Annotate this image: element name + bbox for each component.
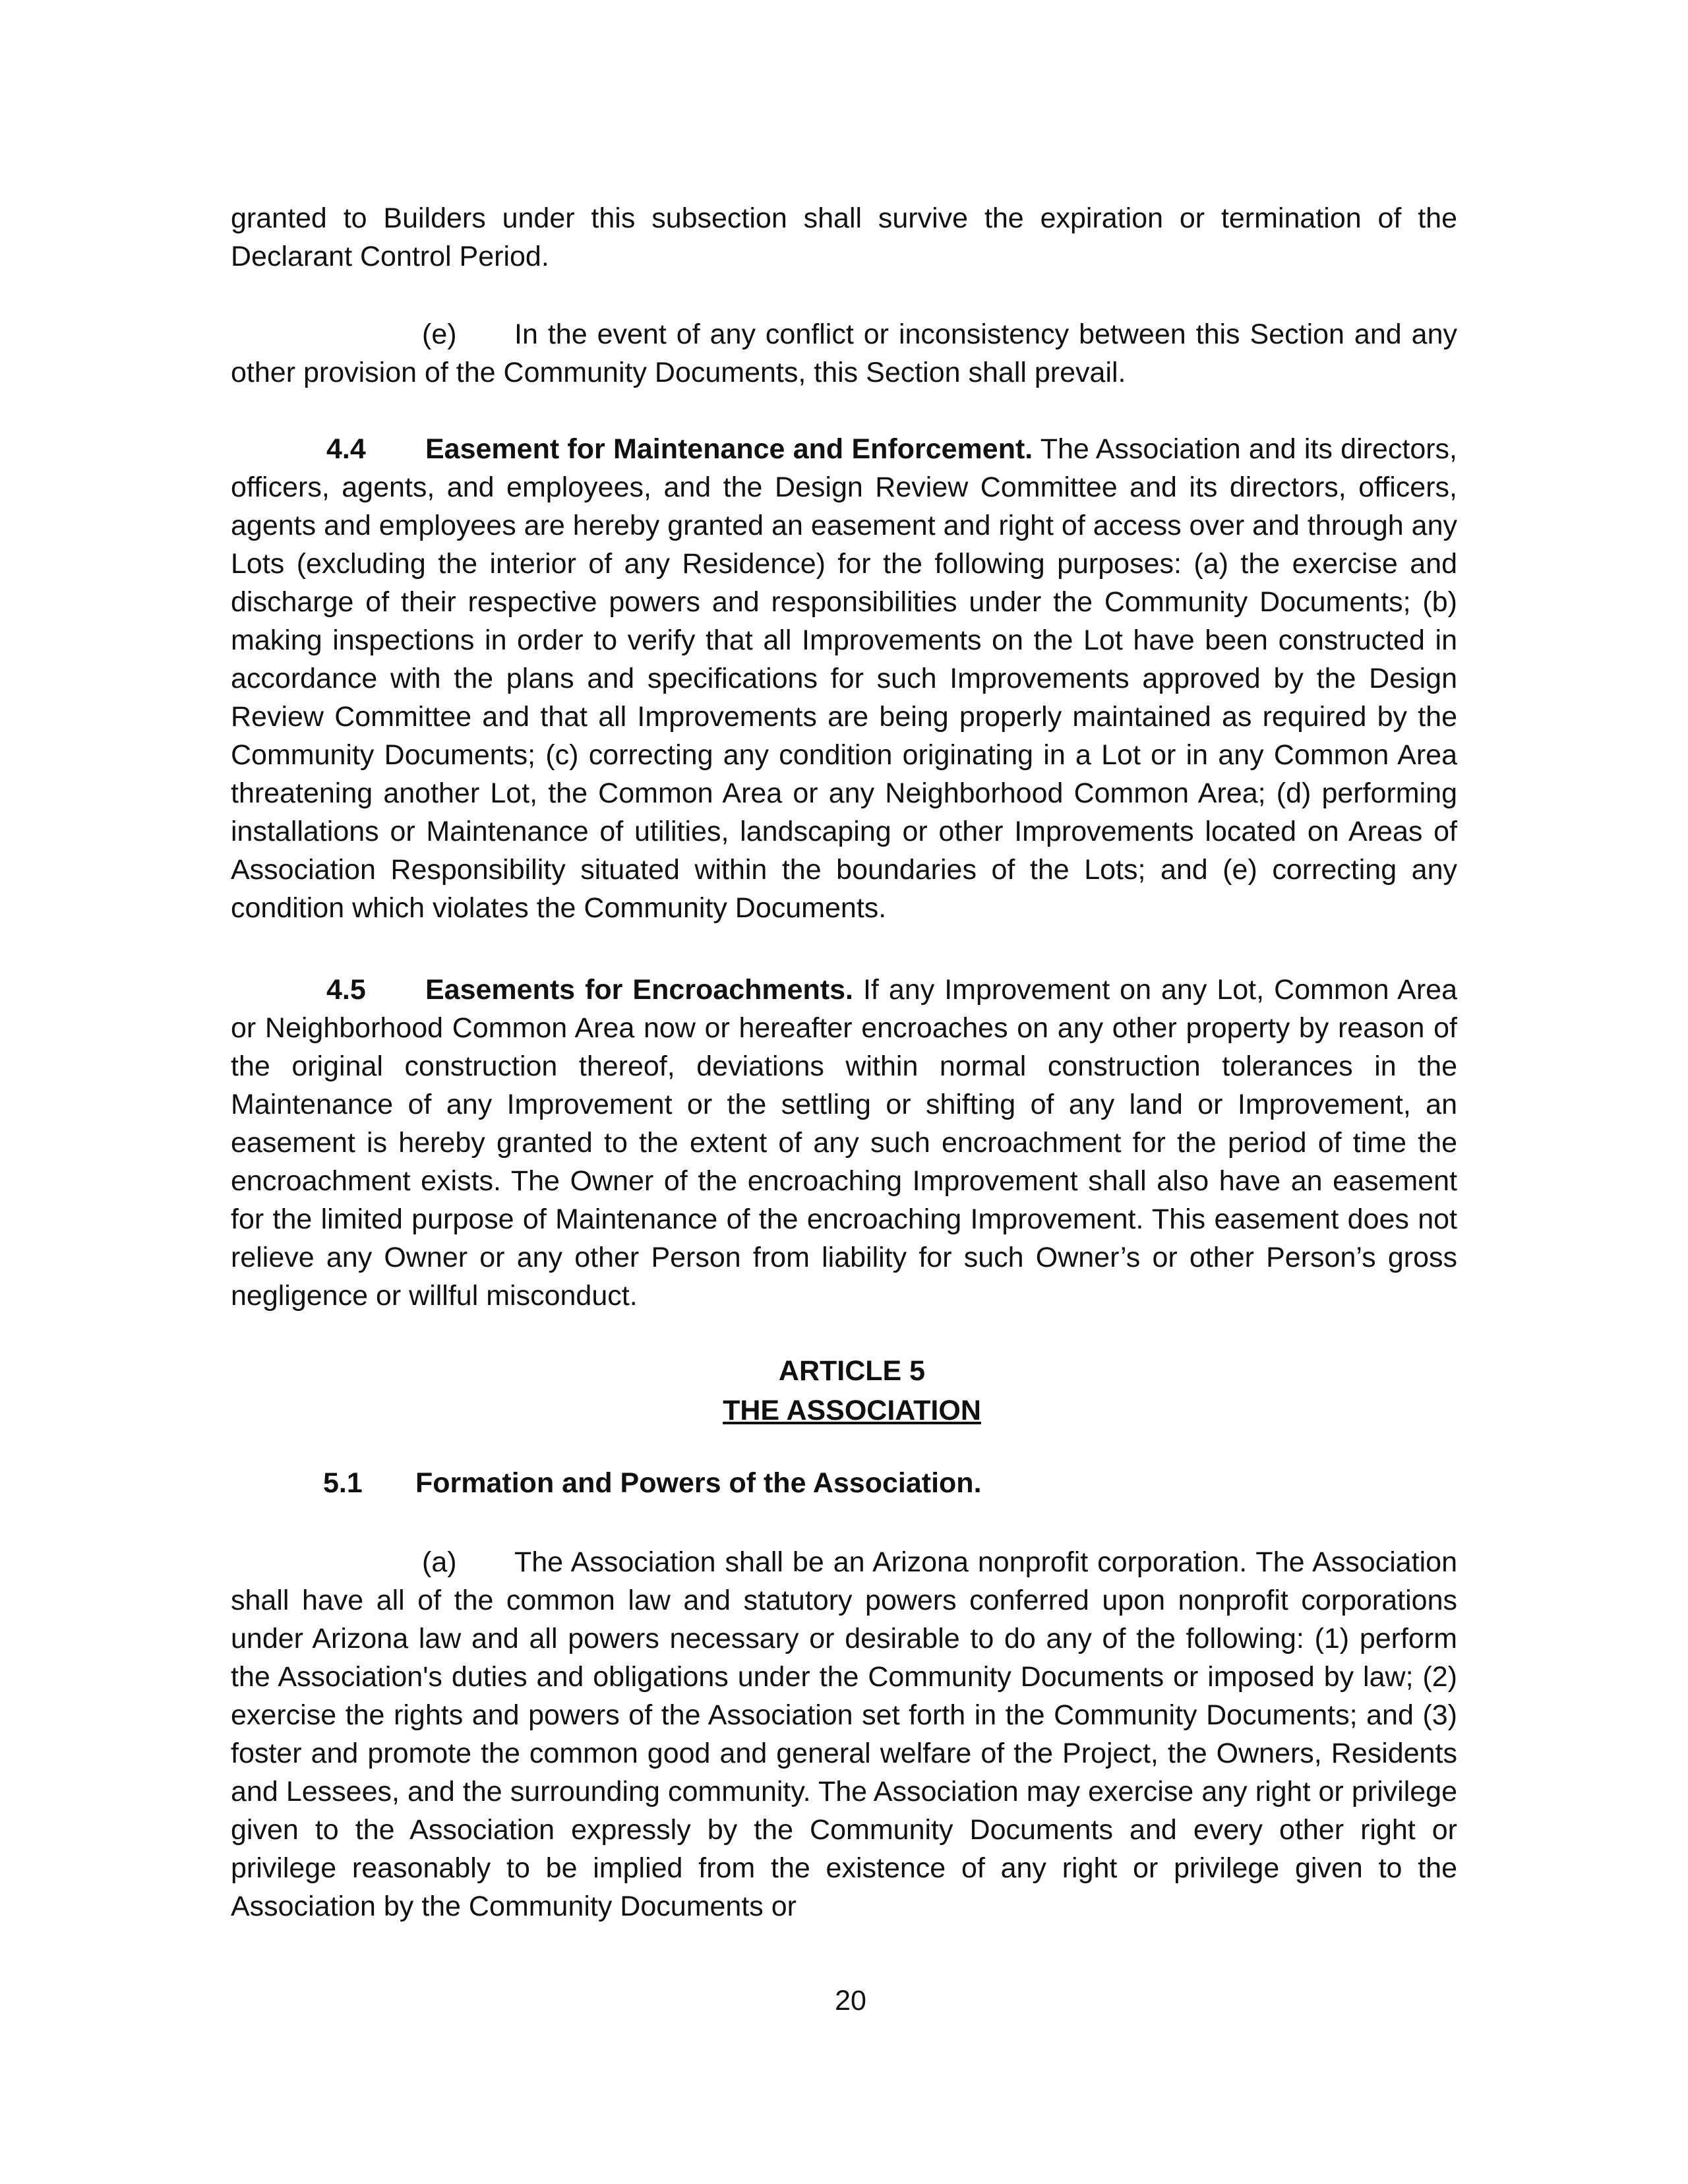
continued-paragraph-text: granted to Builders under this subsection shall survive the expiration or termination of the Declarant Control Period. <box>231 202 1457 272</box>
section-4-5-number: 4.5 <box>326 974 366 1006</box>
subsection-5-1-a <box>231 1543 1457 1926</box>
subsection-5-1-a-text: The Association shall be an Arizona nonprofit corporation. The Association shall have all of the common law and statutory powers conferred upon nonprofit corporations under Arizona law and all powers necessary or desirable to do any of the following: (1) perform the Association's duties and obligations under the Community Documents or imposed by law; (2) exercise the rights and powers of the Association set forth in the Community Documents; and (3) foster and promote the common good and general welfare of the Project, the Owners, Residents and Lessees, and the surrounding community. The Association may exercise any right or privilege given to the Association expressly by the Community Documents and every other right or privilege reasonably to be implied from the existence of any right or privilege given to the Association by the Community Documents or <box>231 1546 1457 1922</box>
section-4-4-title: Easement for Maintenance and Enforcement. <box>425 433 1033 465</box>
section-4-4 <box>231 430 1457 927</box>
section-4-4-text: The Association and its directors, officers, agents, and employees, and the Design Review Committee and its directors, officers, agents and employees are hereby granted an easement and right of access over and through any Lots (excluding the interior of any Residence) for the following purposes: (a) the exercise and discharge of their respective powers and responsibilities under the Community Documents; (b) making inspections in order to verify that all Improvements on the Lot have been constructed in accordance with the plans and specifications for such Improvements approved by the Design Review Committee and that all Improvements are being properly maintained as required by the Community Documents; (c) correcting any condition originating in a Lot or in any Common Area threatening another Lot, the Common Area or any Neighborhood Common Area; (d) performing installations or Maintenance of utilities, landscaping or other Improvements located on Areas of Association Responsibility situated within the boundaries of the Lots; and (e) correcting any condition which violates the Community Documents. <box>231 433 1457 924</box>
section-4-4-number: 4.4 <box>326 433 366 465</box>
subsection-e-label: (e) <box>422 318 457 350</box>
section-4-5-title: Easements for Encroachments. <box>425 974 853 1006</box>
article-number: ARTICLE 5 <box>778 1355 926 1387</box>
section-5-1-title: Formation and Powers of the Association. <box>415 1467 982 1499</box>
section-5-1-number: 5.1 <box>323 1467 363 1499</box>
subsection-e <box>231 315 1457 392</box>
subsection-5-1-a-label: (a) <box>422 1546 457 1578</box>
section-4-5 <box>231 971 1457 1315</box>
article-title: THE ASSOCIATION <box>723 1395 981 1426</box>
subsection-e-text: In the event of any conflict or inconsistency between this Section and any other provision of the Community Documents, this Section shall prevail. <box>231 318 1457 388</box>
continued-paragraph <box>231 199 1457 276</box>
section-5-1-heading <box>231 1464 982 1502</box>
section-4-5-text: If any Improvement on any Lot, Common Area or Neighborhood Common Area now or hereafter encroaches on any other property by reason of the original construction thereof, deviations within normal construction tolerances in the Maintenance of any Improvement or the settling or shifting of any land or Improvement, an easement is hereby granted to the extent of any such encroachment for the period of time the encroachment exists. The Owner of the encroaching Improvement shall also have an easement for the limited purpose of Maintenance of the encroaching Improvement. This easement does not relieve any Owner or any other Person from liability for such Owner’s or other Person’s gross negligence or willful misconduct. <box>231 974 1457 1312</box>
page-number: 20 <box>835 1985 866 2017</box>
